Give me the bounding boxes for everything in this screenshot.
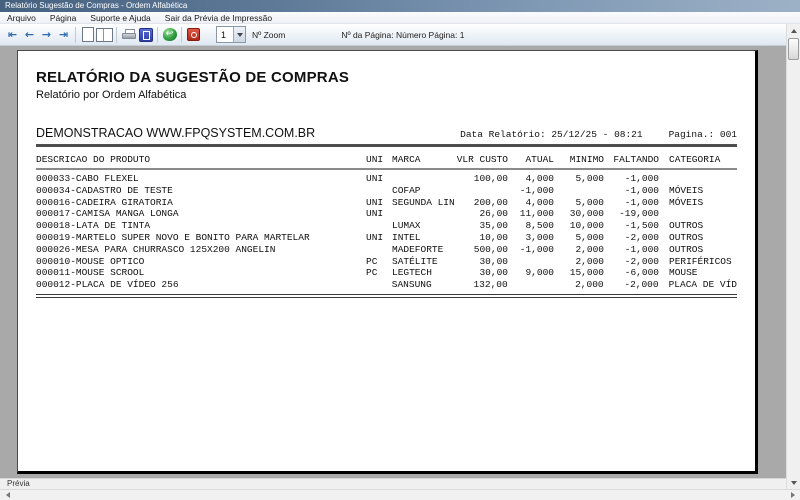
cell-faltando: -2,000	[624, 279, 659, 291]
cell-faltando: -1,000	[624, 196, 659, 208]
cell-marca: INTEL	[392, 231, 421, 243]
table-header-rule	[36, 168, 737, 170]
header-minimo: MINIMO	[569, 154, 604, 165]
chevron-down-icon	[237, 33, 243, 37]
cell-categoria: OUTROS	[669, 220, 704, 232]
cell-uni: UNI	[366, 208, 384, 220]
close-preview-button[interactable]	[185, 26, 202, 43]
company-line: DEMONSTRACAO WWW.FPQSYSTEM.COM.BR	[36, 126, 316, 140]
cell-uni: UNI	[366, 231, 384, 243]
print-setup-button[interactable]	[137, 26, 154, 43]
cell-marca: SATÉLITE	[392, 255, 438, 267]
cell-atual: 11,000	[519, 208, 554, 220]
cell-minimo: 15,000	[569, 267, 604, 279]
cell-descricao: 000017-CAMISA MANGA LONGA	[36, 208, 179, 220]
cell-categoria: MÓVEIS	[669, 196, 704, 208]
cell-marca: SANSUNG	[391, 279, 432, 291]
next-page-button[interactable]	[38, 26, 55, 43]
cell-descricao: 000016-CADEIRA GIRATORIA	[36, 196, 173, 208]
cell-uni	[366, 220, 392, 232]
cell-vlr-custo: 10,00	[479, 231, 508, 243]
cell-marca: LEGTECH	[392, 267, 432, 279]
first-page-icon: ⇤	[7, 28, 18, 41]
cell-uni: UNI	[366, 173, 384, 184]
cell-minimo: 5,000	[575, 196, 604, 208]
page-number-label: Nº da Página: Número Página: 1	[341, 29, 465, 40]
header-atual: ATUAL	[525, 154, 554, 165]
cell-atual: -1,000	[519, 184, 554, 196]
last-page-button[interactable]	[55, 26, 72, 43]
cell-uni: PC	[366, 255, 378, 267]
toolbar	[0, 24, 786, 46]
menubar	[0, 12, 800, 24]
report-page	[17, 50, 758, 474]
cell-marca: MADEFORTE	[392, 243, 444, 255]
table-row	[36, 279, 737, 291]
previous-page-icon: ←	[24, 28, 35, 41]
scroll-left-button[interactable]	[2, 490, 13, 500]
cell-marca: LUMAX	[392, 220, 421, 232]
cell-uni	[366, 279, 392, 291]
cell-faltando: -2,000	[624, 231, 659, 243]
cell-minimo: 5,000	[575, 173, 604, 184]
arrow-right-icon	[791, 492, 795, 498]
report-info-line	[36, 126, 737, 140]
cell-descricao: 000034-CADASTRO DE TESTE	[36, 184, 173, 196]
cell-atual	[508, 256, 554, 268]
cell-categoria: MOUSE	[669, 267, 698, 279]
cell-atual: 9,000	[525, 267, 554, 279]
cell-categoria: MÓVEIS	[669, 184, 704, 196]
scroll-up-button[interactable]	[787, 24, 800, 37]
export-button[interactable]	[161, 26, 178, 43]
export-arrow-glyph: ↩	[165, 29, 174, 39]
header-rule	[36, 144, 737, 147]
cell-descricao: 000018-LATA DE TINTA	[36, 220, 151, 232]
cell-uni	[366, 244, 392, 256]
cell-vlr-custo: 200,00	[473, 196, 508, 208]
scroll-right-button[interactable]	[787, 490, 798, 500]
cell-categoria	[659, 208, 737, 220]
single-page-view-button[interactable]	[79, 26, 96, 43]
cell-categoria: OUTROS	[669, 231, 704, 243]
report-date: Data Relatório: 25/12/25 - 08:21	[460, 129, 643, 140]
toolbar-separator	[116, 27, 117, 43]
zoom-select[interactable]	[216, 26, 246, 43]
cell-categoria: OUTROS	[669, 243, 704, 255]
window-title: Relatório Sugestão de Compras - Ordem Alfabética	[5, 1, 188, 10]
cell-descricao: 000019-MARTELO SUPER NOVO E BONITO PARA MARTELAR	[36, 231, 310, 243]
arrow-left-icon	[6, 492, 10, 498]
table-header-row	[36, 154, 737, 165]
cell-uni: PC	[366, 267, 378, 279]
menu-item-suporte-e-ajuda[interactable]: Suporte e Ajuda	[90, 12, 151, 23]
close-preview-icon	[187, 28, 200, 41]
preview-area	[0, 46, 786, 478]
cell-descricao: 000026-MESA PARA CHURRASCO 125X200 ANGELIN	[36, 243, 276, 255]
two-page-view-button[interactable]	[96, 26, 113, 43]
cell-vlr-custo: 30,00	[479, 267, 508, 279]
cell-vlr-custo: 132,00	[473, 279, 508, 291]
statusbar	[0, 478, 786, 489]
cell-faltando: -1,000	[624, 243, 659, 255]
table-row	[36, 173, 737, 185]
report-date-page	[460, 129, 737, 140]
horizontal-scrollbar[interactable]	[0, 489, 800, 500]
report-page-number: Pagina.: 001	[668, 129, 737, 140]
cell-faltando: -1,000	[624, 184, 659, 196]
header-marca: MARCA	[392, 154, 421, 165]
cell-vlr-custo: 500,00	[473, 243, 508, 255]
table-row	[36, 256, 737, 268]
table-row	[36, 267, 737, 279]
cell-atual: 3,000	[525, 231, 554, 243]
vertical-scrollbar[interactable]	[786, 24, 800, 489]
vertical-scrollbar-thumb[interactable]	[788, 38, 799, 60]
cell-descricao: 000012-PLACA DE VÍDEO 256	[36, 279, 179, 291]
table-row	[36, 244, 737, 256]
arrow-up-icon	[791, 29, 797, 33]
cell-uni: UNI	[366, 196, 384, 208]
header-descricao: DESCRICAO DO PRODUTO	[36, 154, 151, 165]
next-page-icon: →	[41, 28, 52, 41]
cell-faltando: -19,000	[619, 208, 659, 220]
single-page-icon	[82, 27, 94, 42]
cell-atual: 4,000	[525, 196, 554, 208]
last-page-icon: ⇥	[58, 28, 69, 41]
table-row	[36, 232, 737, 244]
two-pages-icon	[96, 28, 113, 42]
zoom-label: Nº Zoom	[252, 29, 286, 40]
cell-vlr-custo: 30,00	[479, 255, 508, 267]
cell-categoria	[659, 173, 737, 185]
arrow-down-icon	[791, 481, 797, 485]
toolbar-separator	[157, 27, 158, 43]
header-vlr-custo: VLR CUSTO	[456, 154, 508, 165]
cell-vlr-custo: 35,00	[479, 220, 508, 232]
cell-atual: 8,500	[525, 220, 554, 232]
cell-marca: COFAP	[392, 184, 421, 196]
menu-item-sair-da-previa[interactable]: Sair da Prévia de Impressão	[164, 12, 273, 23]
cell-categoria: PLACA DE VÍD	[668, 279, 738, 291]
scroll-down-button[interactable]	[787, 476, 800, 489]
cell-minimo: 30,000	[569, 208, 604, 220]
header-faltando: FALTANDO	[613, 154, 659, 165]
table-row	[36, 185, 737, 197]
report-title: RELATÓRIO DA SUGESTÃO DE COMPRAS	[36, 69, 350, 86]
table-row	[36, 208, 737, 220]
header-categoria: CATEGORIA	[669, 154, 721, 165]
status-label: Prévia	[7, 479, 30, 488]
cell-minimo: 2,000	[575, 255, 604, 267]
cell-descricao: 000010-MOUSE OPTICO	[36, 255, 145, 267]
cell-faltando: -2,000	[624, 255, 659, 267]
table-bottom-rule	[36, 294, 737, 298]
cell-minimo: 5,000	[575, 231, 604, 243]
window-titlebar[interactable]	[0, 0, 800, 12]
cell-marca	[392, 208, 454, 220]
report-subtitle: Relatório por Ordem Alfabética	[36, 89, 187, 101]
cell-uni	[366, 185, 392, 197]
cell-vlr-custo: 100,00	[473, 173, 508, 184]
cell-vlr-custo: 26,00	[479, 208, 508, 220]
cell-atual: 4,000	[525, 173, 554, 184]
menu-item-pagina[interactable]: Página	[49, 12, 77, 23]
table-row	[36, 197, 737, 209]
print-setup-icon	[139, 28, 153, 42]
cell-marca	[392, 173, 454, 185]
menu-item-arquivo[interactable]: Arquivo	[7, 12, 36, 23]
cell-faltando: -1,500	[624, 220, 659, 232]
cell-faltando: -1,000	[624, 173, 659, 184]
cell-descricao: 000011-MOUSE SCROOL	[36, 267, 145, 279]
cell-minimo: 10,000	[569, 220, 604, 232]
table-body	[36, 173, 737, 291]
toolbar-separator	[181, 27, 182, 43]
zoom-select-dropdown-button[interactable]	[233, 27, 245, 42]
previous-page-button[interactable]	[21, 26, 38, 43]
cell-categoria: PERIFÉRICOS	[669, 255, 732, 267]
cell-minimo: 2,000	[575, 243, 604, 255]
cell-faltando: -6,000	[624, 267, 659, 279]
cell-minimo: 2,000	[575, 279, 604, 291]
export-icon	[163, 28, 177, 41]
cell-vlr-custo	[454, 185, 508, 197]
cell-atual	[508, 279, 554, 291]
cell-minimo	[554, 185, 604, 197]
cell-marca: SEGUNDA LIN	[392, 196, 455, 208]
cell-atual: -1,000	[519, 243, 554, 255]
print-button[interactable]	[120, 26, 137, 43]
zoom-select-value: 1	[221, 29, 227, 40]
toolbar-separator	[75, 27, 76, 43]
table-row	[36, 220, 737, 232]
cell-descricao: 000033-CABO FLEXEL	[36, 173, 139, 184]
header-uni: UNI	[366, 154, 384, 165]
printer-icon	[122, 29, 136, 40]
first-page-button[interactable]	[4, 26, 21, 43]
